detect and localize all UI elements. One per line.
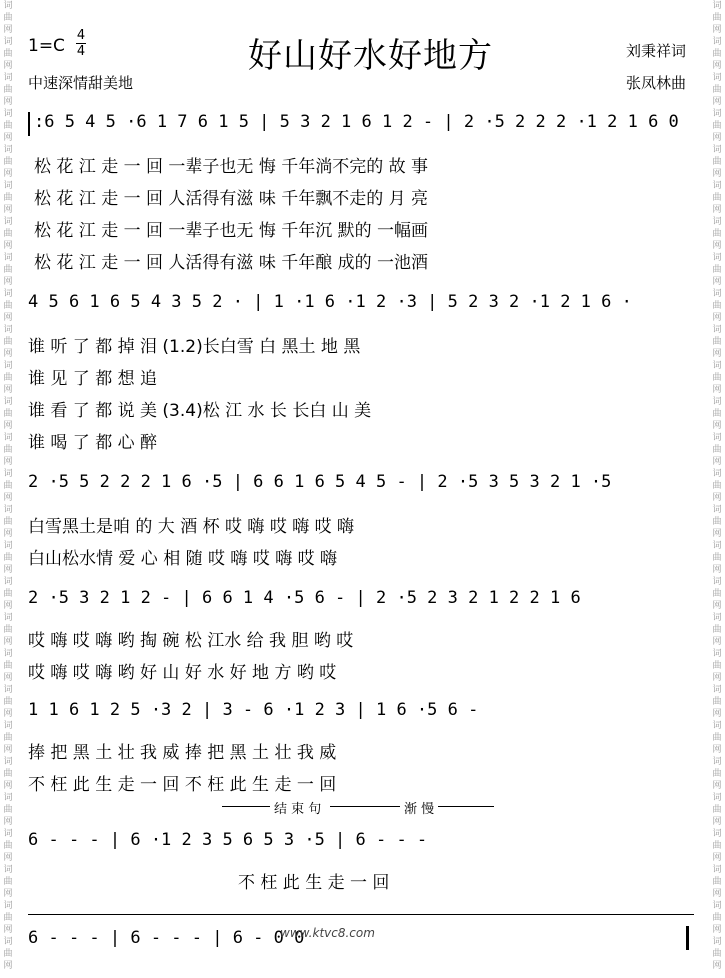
side-watermark-char: 网 (712, 169, 722, 179)
side-watermark-char: 曲 (3, 481, 13, 491)
side-watermark-char: 词 (712, 613, 722, 623)
side-watermark-char: 词 (3, 37, 13, 47)
side-watermark-char: 词 (712, 901, 722, 911)
ending-bracket-line-2 (330, 806, 400, 807)
lyric-line-1-2: 松 花 江 走 一 回 人活得有滋 味 千年飘不走的 月 亮 (34, 189, 429, 209)
side-watermark-char: 网 (3, 457, 13, 467)
side-watermark-char: 词 (712, 865, 722, 875)
side-watermark-char: 曲 (3, 589, 13, 599)
side-watermark-char: 词 (3, 289, 13, 299)
side-watermark-char: 网 (712, 133, 722, 143)
ending-section-label: 结 束 句 (274, 802, 322, 817)
side-watermark-char: 网 (3, 385, 13, 395)
side-watermark-char: 曲 (712, 121, 722, 131)
side-watermark-char: 曲 (712, 733, 722, 743)
side-watermark-char: 曲 (3, 13, 13, 23)
side-watermark-char: 网 (3, 925, 13, 935)
side-watermark-char: 曲 (3, 733, 13, 743)
side-watermark-char: 网 (3, 565, 13, 575)
side-watermark-char: 词 (712, 253, 722, 263)
side-watermark-char: 曲 (3, 553, 13, 563)
side-watermark-char: 网 (712, 853, 722, 863)
side-watermark-char: 词 (3, 253, 13, 263)
side-watermark-char: 曲 (712, 481, 722, 491)
lyric-line-2-1: 谁 听 了 都 掉 泪 (1.2)长白雪 白 黑土 地 黑 (28, 337, 361, 357)
side-watermark-char: 网 (3, 349, 13, 359)
side-watermark-char: 网 (712, 637, 722, 647)
side-watermark-char: 词 (3, 361, 13, 371)
key-signature: 1=C (28, 36, 65, 56)
side-watermark-char: 网 (712, 673, 722, 683)
side-watermark-char: 曲 (3, 517, 13, 527)
lyric-line-1-4: 松 花 江 走 一 回 人活得有滋 味 千年酿 成的 一池酒 (34, 253, 429, 273)
side-watermark-char: 词 (712, 757, 722, 767)
side-watermark-char: 词 (3, 397, 13, 407)
side-watermark-char: 曲 (712, 589, 722, 599)
side-watermark-char: 曲 (3, 85, 13, 95)
side-watermark-right (711, 0, 723, 972)
side-watermark-char: 网 (712, 349, 722, 359)
side-watermark-char: 词 (712, 289, 722, 299)
side-watermark-left (2, 0, 14, 972)
side-watermark-char: 网 (3, 889, 13, 899)
side-watermark-char: 曲 (712, 229, 722, 239)
side-watermark-char: 曲 (712, 697, 722, 707)
side-watermark-char: 词 (3, 109, 13, 119)
side-watermark-char: 网 (3, 961, 13, 971)
side-watermark-char: 词 (712, 73, 722, 83)
side-watermark-char: 曲 (712, 517, 722, 527)
side-watermark-char: 曲 (3, 229, 13, 239)
side-watermark-char: 曲 (3, 769, 13, 779)
side-watermark-char: 词 (3, 541, 13, 551)
side-watermark-char: 词 (712, 577, 722, 587)
side-watermark-char: 词 (3, 325, 13, 335)
repeat-start-barline (28, 112, 30, 136)
side-watermark-char: 曲 (3, 877, 13, 887)
site-watermark: www.ktvc8.com (280, 926, 375, 940)
side-watermark-char: 网 (3, 313, 13, 323)
side-watermark-char: 网 (712, 781, 722, 791)
tempo-marking: 中速深情甜美地 (28, 74, 134, 92)
side-watermark-char: 网 (712, 97, 722, 107)
side-watermark-char: 词 (712, 145, 722, 155)
side-watermark-char: 网 (3, 637, 13, 647)
lyric-line-4-1: 哎 嗨 哎 嗨 哟 掏 碗 松 江水 给 我 胆 哟 哎 (28, 631, 354, 651)
side-watermark-char: 曲 (3, 121, 13, 131)
side-watermark-char: 词 (712, 397, 722, 407)
side-watermark-char: 曲 (3, 373, 13, 383)
side-watermark-char: 曲 (712, 625, 722, 635)
side-watermark-char: 词 (712, 829, 722, 839)
side-watermark-char: 网 (3, 61, 13, 71)
side-watermark-char: 曲 (712, 769, 722, 779)
side-watermark-char: 词 (3, 577, 13, 587)
side-watermark-char: 曲 (712, 301, 722, 311)
side-watermark-char: 词 (3, 613, 13, 623)
side-watermark-char: 网 (3, 241, 13, 251)
side-watermark-char: 曲 (3, 697, 13, 707)
lyric-line-3-1: 白雪黑土是咱 的 大 酒 杯 哎 嗨 哎 嗨 哎 嗨 (28, 517, 355, 537)
side-watermark-char: 曲 (3, 265, 13, 275)
side-watermark-char: 曲 (712, 337, 722, 347)
notation-line-5: 1 1 6 1 2 5 ·3 2 | 3 - 6 ·1 2 3 | 1 6 ·5 6 - (28, 700, 479, 720)
side-watermark-char: 曲 (3, 193, 13, 203)
side-watermark-char: 词 (712, 433, 722, 443)
side-watermark-char: 网 (712, 457, 722, 467)
side-watermark-char: 曲 (712, 949, 722, 959)
side-watermark-char: 词 (712, 109, 722, 119)
lyric-line-6-1: 不 枉 此 生 走 一 回 (238, 873, 390, 893)
side-watermark-char: 曲 (712, 841, 722, 851)
side-watermark-char: 词 (712, 37, 722, 47)
side-watermark-char: 网 (3, 817, 13, 827)
notation-line-6: 6 - - - | 6 ·1 2 3 5 6 5 3 ·5 | 6 - - - (28, 830, 428, 850)
side-watermark-char: 词 (712, 361, 722, 371)
side-watermark-char: 曲 (3, 445, 13, 455)
ritardando-line (438, 806, 494, 807)
side-watermark-char: 词 (712, 1, 722, 11)
side-watermark-char: 网 (712, 385, 722, 395)
side-watermark-char: 词 (3, 901, 13, 911)
side-watermark-char: 词 (3, 721, 13, 731)
final-barline (686, 926, 689, 950)
side-watermark-char: 网 (712, 925, 722, 935)
side-watermark-char: 网 (3, 529, 13, 539)
side-watermark-char: 词 (712, 469, 722, 479)
time-denominator: 4 (76, 44, 86, 59)
side-watermark-char: 网 (712, 421, 722, 431)
side-watermark-char: 网 (712, 313, 722, 323)
side-watermark-char: 词 (712, 793, 722, 803)
side-watermark-char: 网 (3, 25, 13, 35)
side-watermark-char: 网 (712, 493, 722, 503)
lyric-line-2-4: 谁 喝 了 都 心 醉 (28, 433, 158, 453)
side-watermark-char: 词 (3, 865, 13, 875)
side-watermark-char: 词 (712, 181, 722, 191)
notation-line-1: :6 5 4 5 ·6 1 7 6 1 5 | 5 3 2 1 6 1 2 - | 2 ·5 2 2 2 ·1 2 1 6 0 (34, 112, 679, 132)
side-watermark-char: 词 (3, 469, 13, 479)
side-watermark-char: 曲 (712, 409, 722, 419)
side-watermark-char: 词 (3, 829, 13, 839)
side-watermark-char: 曲 (712, 157, 722, 167)
side-watermark-char: 网 (712, 889, 722, 899)
side-watermark-char: 网 (3, 709, 13, 719)
lyric-line-1-1: 松 花 江 走 一 回 一辈子也无 悔 千年淌不完的 故 事 (34, 157, 429, 177)
side-watermark-char: 网 (712, 709, 722, 719)
side-watermark-char: 网 (3, 853, 13, 863)
lyric-line-5-2: 不 枉 此 生 走 一 回 不 枉 此 生 走 一 回 (28, 775, 337, 795)
side-watermark-char: 词 (3, 145, 13, 155)
side-watermark-char: 网 (712, 61, 722, 71)
side-watermark-char: 词 (3, 649, 13, 659)
side-watermark-char: 网 (3, 133, 13, 143)
side-watermark-char: 词 (3, 181, 13, 191)
side-watermark-char: 网 (712, 745, 722, 755)
side-watermark-char: 曲 (712, 265, 722, 275)
side-watermark-char: 曲 (3, 337, 13, 347)
lyric-line-5-1: 捧 把 黑 土 壮 我 威 捧 把 黑 土 壮 我 威 (28, 743, 337, 763)
side-watermark-char: 曲 (3, 409, 13, 419)
side-watermark-char: 网 (712, 961, 722, 971)
side-watermark-char: 曲 (712, 85, 722, 95)
notation-line-2: 4 5 6 1 6 5 4 3 5 2 · | 1 ·1 6 ·1 2 ·3 | 5 2 3 2 ·1 2 1 6 · (28, 292, 632, 312)
side-watermark-char: 曲 (712, 913, 722, 923)
side-watermark-char: 曲 (3, 157, 13, 167)
side-watermark-char: 网 (712, 601, 722, 611)
side-watermark-char: 网 (3, 97, 13, 107)
composer-credit: 张凤林曲 (626, 74, 687, 92)
side-watermark-char: 网 (712, 529, 722, 539)
notation-line-7: 6 - - - | 6 - - - | 6 - 0 0 (28, 928, 305, 948)
side-watermark-char: 网 (3, 745, 13, 755)
final-system-top-line (28, 914, 694, 915)
lyric-line-2-3: 谁 看 了 都 说 美 (3.4)松 江 水 长 长白 山 美 (28, 401, 372, 421)
lyricist-credit: 刘秉祥词 (626, 42, 687, 60)
side-watermark-char: 网 (712, 205, 722, 215)
side-watermark-char: 词 (3, 1, 13, 11)
side-watermark-char: 网 (3, 169, 13, 179)
side-watermark-char: 网 (712, 25, 722, 35)
side-watermark-char: 曲 (3, 841, 13, 851)
side-watermark-char: 曲 (712, 373, 722, 383)
side-watermark-char: 词 (3, 757, 13, 767)
lyric-line-3-2: 白山松水情 爱 心 相 随 哎 嗨 哎 嗨 哎 嗨 (28, 549, 338, 569)
side-watermark-char: 词 (712, 541, 722, 551)
side-watermark-char: 网 (3, 493, 13, 503)
side-watermark-char: 曲 (3, 949, 13, 959)
lyric-line-2-2: 谁 见 了 都 想 追 (28, 369, 158, 389)
lyric-line-1-3: 松 花 江 走 一 回 一辈子也无 悔 千年沉 默的 一幅画 (34, 221, 429, 241)
side-watermark-char: 词 (712, 217, 722, 227)
notation-line-3: 2 ·5 5 2 2 2 1 6 ·5 | 6 6 1 6 5 4 5 - | 2 ·5 3 5 3 2 1 ·5 (28, 472, 612, 492)
side-watermark-char: 曲 (3, 49, 13, 59)
side-watermark-char: 曲 (712, 13, 722, 23)
song-title: 好山好水好地方 (248, 36, 493, 76)
side-watermark-char: 曲 (712, 661, 722, 671)
side-watermark-char: 词 (3, 505, 13, 515)
side-watermark-char: 曲 (712, 193, 722, 203)
side-watermark-char: 网 (712, 241, 722, 251)
lyric-line-4-2: 哎 嗨 哎 嗨 哟 好 山 好 水 好 地 方 哟 哎 (28, 663, 337, 683)
side-watermark-char: 词 (3, 685, 13, 695)
side-watermark-char: 网 (3, 205, 13, 215)
side-watermark-char: 曲 (3, 625, 13, 635)
side-watermark-char: 曲 (712, 877, 722, 887)
time-signature (76, 29, 86, 58)
side-watermark-char: 词 (3, 937, 13, 947)
side-watermark-char: 词 (712, 505, 722, 515)
side-watermark-char: 曲 (3, 661, 13, 671)
side-watermark-char: 曲 (3, 301, 13, 311)
side-watermark-char: 词 (712, 325, 722, 335)
side-watermark-char: 词 (712, 649, 722, 659)
side-watermark-char: 词 (3, 73, 13, 83)
side-watermark-char: 网 (712, 277, 722, 287)
side-watermark-char: 词 (3, 433, 13, 443)
ending-bracket-line (222, 806, 270, 807)
time-numerator: 4 (76, 28, 86, 43)
side-watermark-char: 曲 (712, 553, 722, 563)
side-watermark-char: 词 (3, 793, 13, 803)
side-watermark-char: 网 (3, 673, 13, 683)
side-watermark-char: 曲 (712, 49, 722, 59)
side-watermark-char: 网 (712, 817, 722, 827)
side-watermark-char: 网 (3, 421, 13, 431)
side-watermark-char: 曲 (3, 913, 13, 923)
side-watermark-char: 曲 (712, 445, 722, 455)
side-watermark-char: 网 (3, 277, 13, 287)
side-watermark-char: 词 (3, 217, 13, 227)
side-watermark-char: 曲 (712, 805, 722, 815)
side-watermark-char: 网 (3, 781, 13, 791)
side-watermark-char: 词 (712, 685, 722, 695)
notation-line-4: 2 ·5 3 2 1 2 - | 6 6 1 4 ·5 6 - | 2 ·5 2 3 2 1 2 2 1 6 (28, 588, 581, 608)
side-watermark-char: 词 (712, 937, 722, 947)
side-watermark-char: 曲 (3, 805, 13, 815)
side-watermark-char: 网 (712, 565, 722, 575)
side-watermark-char: 词 (712, 721, 722, 731)
ritardando-label: 渐 慢 (404, 802, 435, 817)
side-watermark-char: 网 (3, 601, 13, 611)
